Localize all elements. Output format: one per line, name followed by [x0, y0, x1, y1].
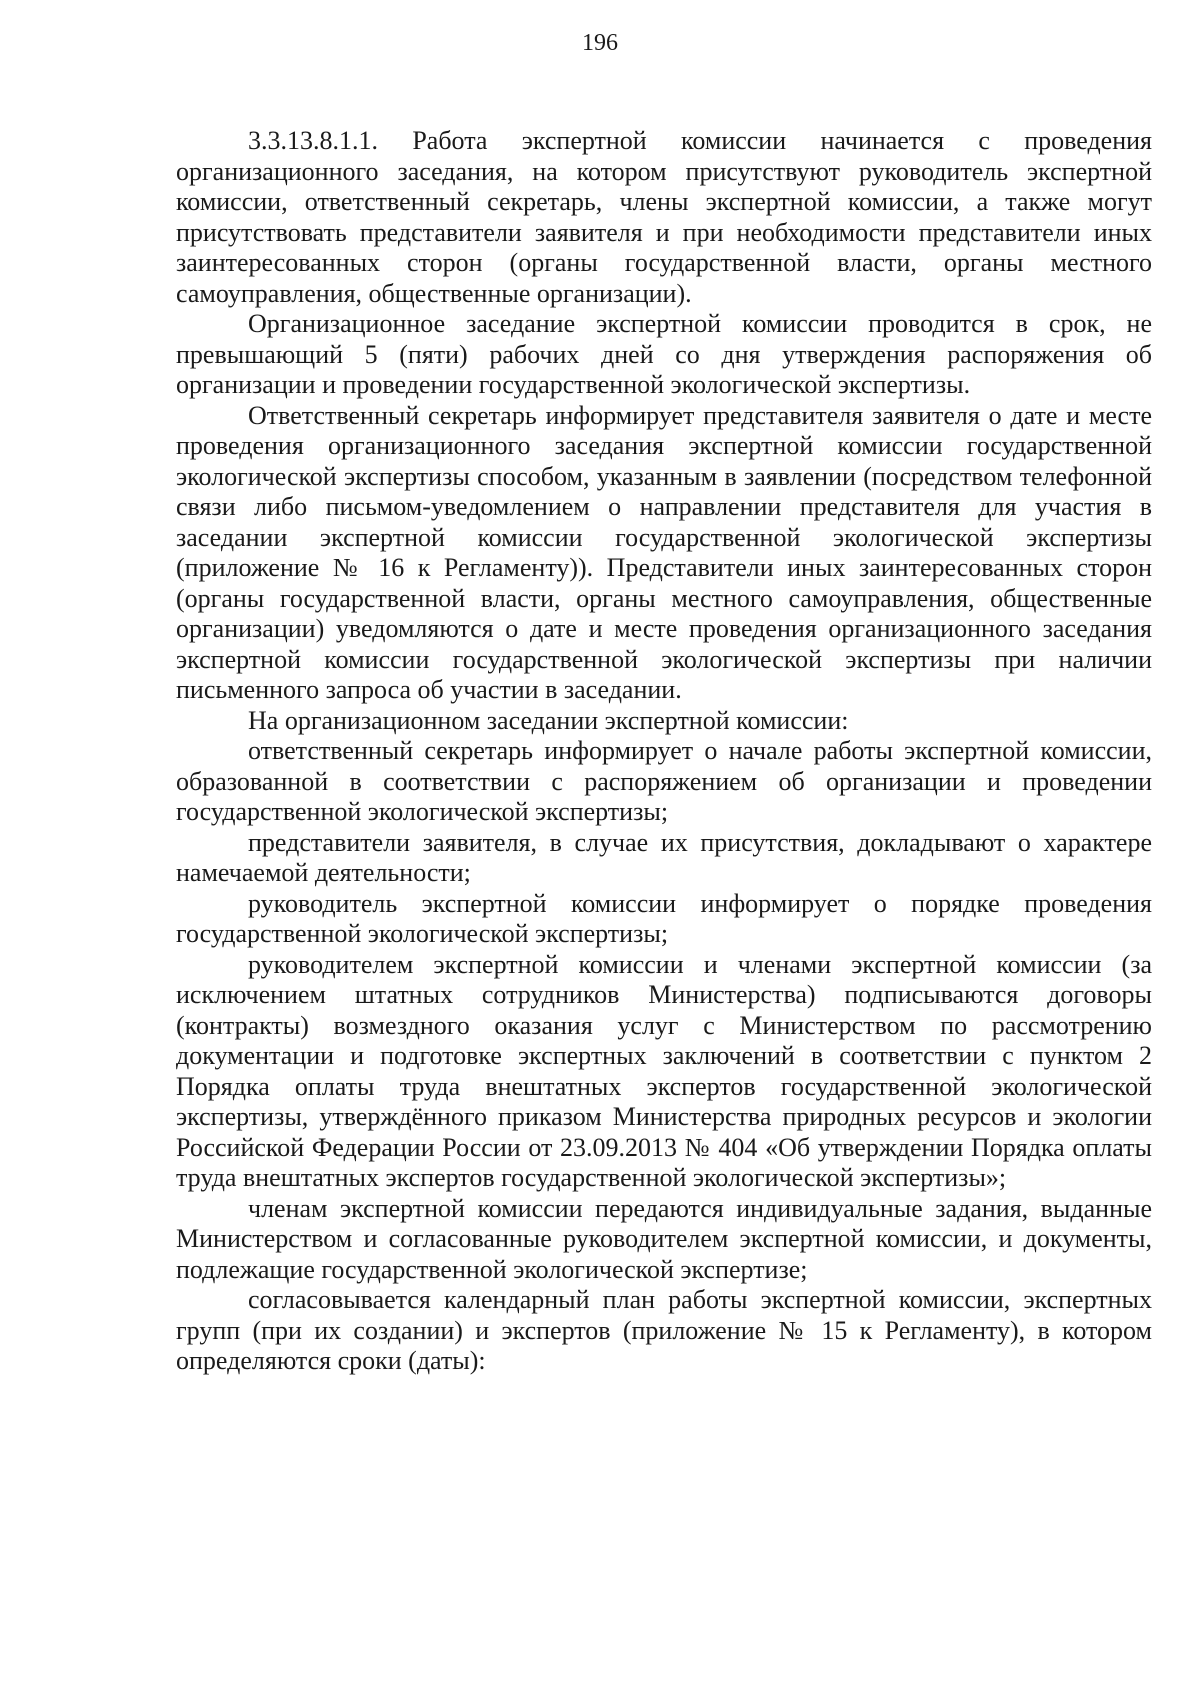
list-item-applicant-reports: представители заявителя, в случае их присутствия, докладывают о характере намечаемой деятельности; [176, 827, 1152, 887]
document-body [176, 126, 1152, 1377]
paragraph-meeting-deadline: Организационное заседание экспертной комиссии проводится в срок, не превышающий 5 (пяти) рабочих дней со дня утверждения распоряжения об организации и проведении государственной экологической экспертизы. [176, 309, 1152, 399]
list-item-tasks-handed: членам экспертной комиссии передаются индивидуальные задания, выданные Министерством и согласованные руководителем экспертной комиссии, и документы, подлежащие государственной экологической экспертизе; [176, 1193, 1152, 1284]
page-number: 196 [582, 30, 618, 56]
paragraph-secretary-notification: Ответственный секретарь информирует представителя заявителя о дате и месте проведения организационного заседания экспертной комиссии государственной экологической экспертизы способом, указанным в заявлении (посредством телефонной связи либо письмом-уведомлением о направлении представителя для участия в заседании экспертной комиссии государственной экологической экспертизы (приложение № 16 к Регламенту)). Представители иных заинтересованных сторон (органы государственной власти, органы местного самоуправления, общественные организации) уведомляются о дате и месте проведения организационного заседания экспертной комиссии государственной экологической экспертизы при наличии письменного запроса об участии в заседании. [176, 400, 1152, 704]
list-item-calendar-plan: согласовывается календарный план работы экспертной комиссии, экспертных групп (при их создании) и экспертов (приложение № 15 к Регламенту), в котором определяются сроки (даты): [176, 1285, 1152, 1375]
paragraph-meeting-intro: На организационном заседании экспертной комиссии: [248, 705, 849, 735]
list-item-contracts-signed: руководителем экспертной комиссии и членами экспертной комиссии (за исключением штатных сотрудников Министерства) подписываются договоры (контракты) возмездного оказания услуг с Министерством по рассмотрению документации и подготовке экспертных заключений в соответствии с пунктом 2 Порядка оплаты труда внештатных экспертов государственной экологической экспертизы, утверждённого приказом Министерства природных ресурсов и экологии Российской Федерации России от 23.09.2013 № 404 «Об утверждении Порядка оплаты труда внештатных экспертов государственной экологической экспертизы»; [176, 949, 1152, 1192]
list-item-secretary-informs: ответственный секретарь информирует о начале работы экспертной комиссии, образованной в соответствии с распоряжением об организации и проведении государственной экологической экспертизы; [176, 736, 1152, 826]
paragraph-3-3-13-8-1-1: 3.3.13.8.1.1. Работа экспертной комиссии начинается с проведения организационного заседания, на котором присутствуют руководитель экспертной комиссии, ответственный секретарь, члены экспертной комиссии, а также могут присутствовать представители заявителя и при необходимости представители иных заинтересованных сторон (органы государственной власти, органы местного самоуправления, общественные организации). [176, 126, 1152, 308]
list-item-head-informs: руководитель экспертной комиссии информирует о порядке проведения государственной экологической экспертизы; [176, 888, 1152, 948]
